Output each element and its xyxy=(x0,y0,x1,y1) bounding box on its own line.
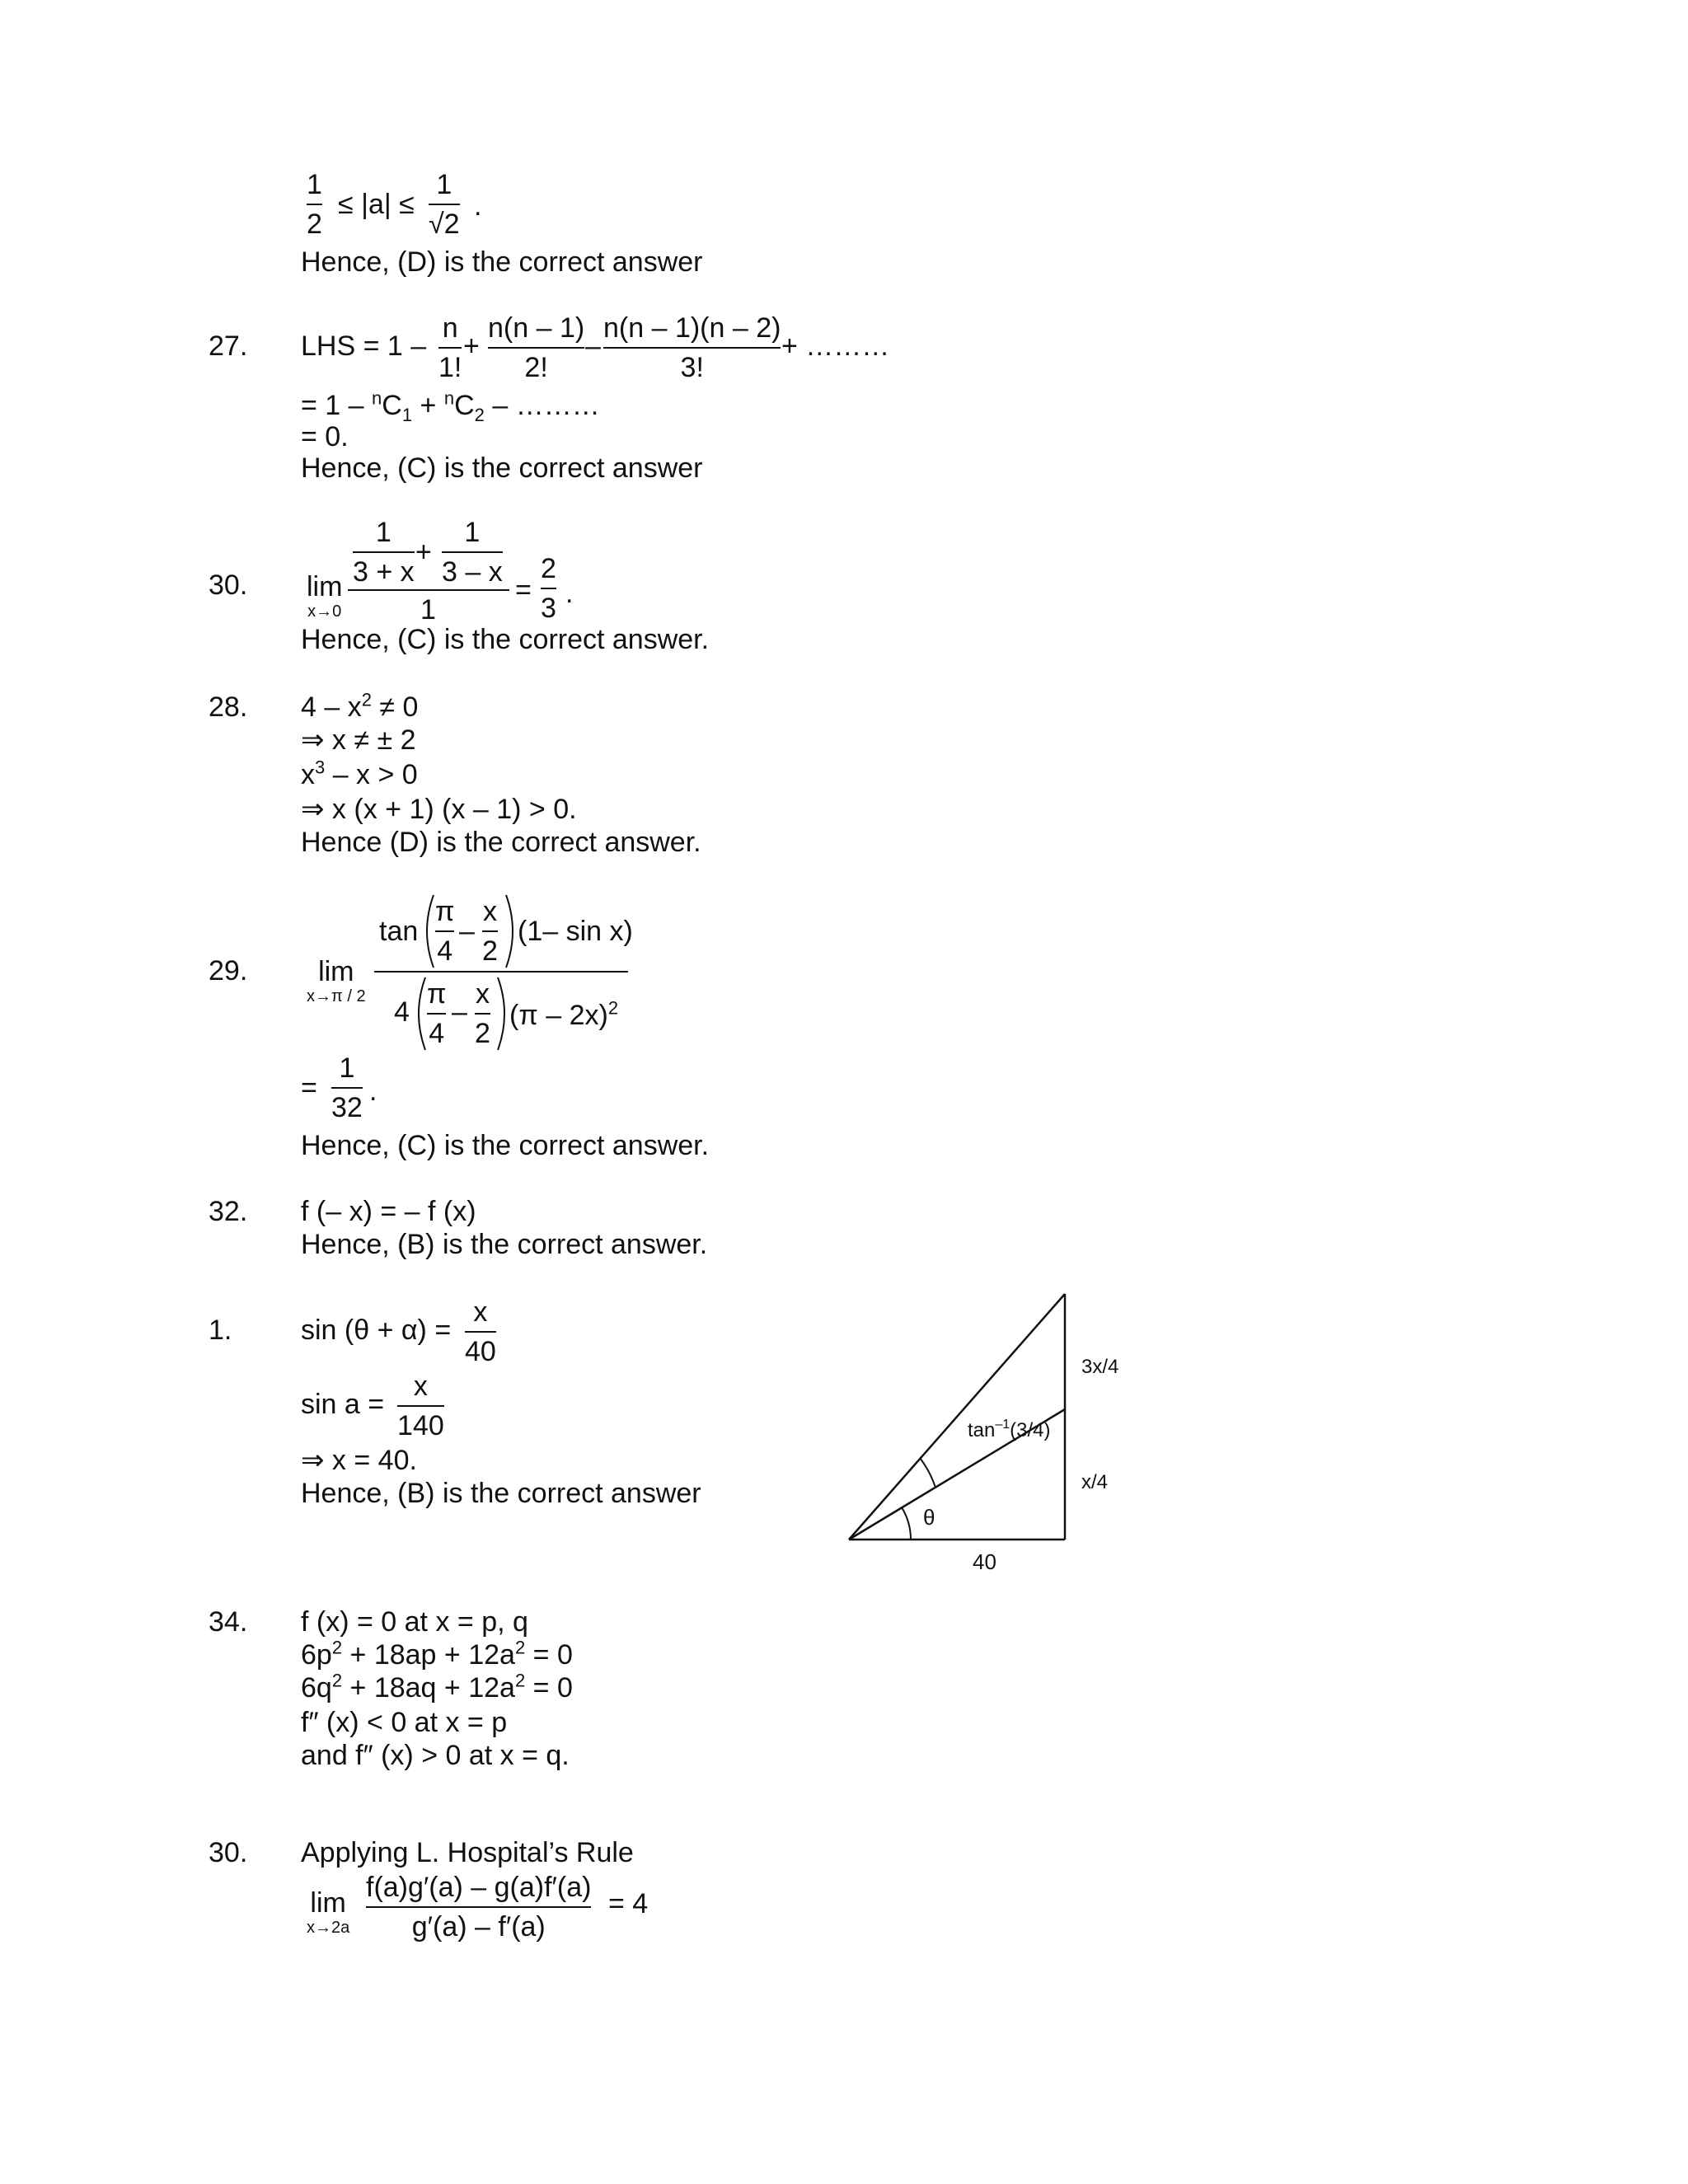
conclusion: Hence, (B) is the correct answer xyxy=(301,1478,701,1509)
equals: = 4 xyxy=(608,1888,649,1919)
limit-operator: lim x→0 xyxy=(307,571,343,621)
tan-function: tan xyxy=(379,916,419,947)
question-number: 30. xyxy=(209,569,248,601)
period: . xyxy=(474,190,482,222)
fraction: n(n – 1)(n – 2) 3! xyxy=(603,312,781,383)
binomial-line: = $1 - ^nC_1 + ^nC_2$ – ……… xyxy=(301,387,600,425)
question-number: 34. xyxy=(209,1606,248,1638)
conclusion: Hence, (C) is the correct answer. xyxy=(301,1130,710,1161)
question-number: 30. xyxy=(209,1837,248,1868)
fraction: x 2 xyxy=(475,978,490,1049)
hypotenuse xyxy=(849,1294,1065,1540)
fraction: n 1! xyxy=(438,312,462,383)
operator: – xyxy=(459,916,475,947)
left-paren xyxy=(419,892,437,971)
conclusion: Hence, (C) is the correct answer xyxy=(301,452,703,484)
side-label-bottom: x/4 xyxy=(1081,1471,1109,1493)
lhs-text: LHS = 1 – xyxy=(301,330,427,362)
equation-line: f (– x) = – f (x) xyxy=(301,1196,476,1227)
denominator-tail: (π – 2x)$^2$ xyxy=(509,997,619,1031)
coefficient: 4 xyxy=(394,996,410,1028)
operator: + xyxy=(463,330,480,362)
operator: + xyxy=(415,537,432,568)
question-number: 1. xyxy=(209,1315,232,1346)
denominator: 1 xyxy=(420,594,436,626)
conclusion: Hence, (D) is the correct answer xyxy=(301,246,703,278)
theta-arc xyxy=(902,1507,911,1540)
equation-line: sin (θ + α) = xyxy=(301,1315,452,1346)
period: . xyxy=(565,578,574,609)
method-line: Applying L. Hospital’s Rule xyxy=(301,1837,634,1868)
side-label-top: 3x/4 xyxy=(1081,1356,1119,1378)
fraction: 1 √2 xyxy=(429,169,460,240)
left-paren xyxy=(410,974,429,1053)
equation-line: $x^3 - x > 0$ xyxy=(301,757,418,790)
fraction: x 140 xyxy=(397,1371,444,1441)
period: . xyxy=(369,1076,377,1107)
equation-line: $6q^2 + 18aq + 12a^2 = 0$ xyxy=(301,1670,573,1704)
fraction: x 2 xyxy=(482,896,498,967)
operator: – xyxy=(585,330,601,362)
fraction: n(n – 1) 2! xyxy=(488,312,585,383)
equation-line: ⇒ x (x + 1) (x – 1) > 0. xyxy=(301,794,577,825)
conclusion: Hence (D) is the correct answer. xyxy=(301,827,701,858)
theta-label: θ xyxy=(923,1505,935,1530)
tan-label: $\tan^{-1}(3/4)$ xyxy=(968,1418,1051,1441)
equals: = xyxy=(515,574,532,606)
question-number: 29. xyxy=(209,955,248,987)
conclusion: Hence, (C) is the correct answer. xyxy=(301,624,710,655)
operator: – xyxy=(452,996,467,1028)
fraction: 2 3 xyxy=(541,553,556,624)
equation-line: $4 - x^2 \ne 0$ xyxy=(301,689,419,723)
triangle-diagram xyxy=(841,1286,1154,1582)
limit-operator: lim x→π / 2 xyxy=(307,956,366,1005)
fraction: 1 32 xyxy=(331,1052,363,1123)
question-number: 28. xyxy=(209,691,248,723)
result-line: = 0. xyxy=(301,421,349,452)
equation-line: sin a = xyxy=(301,1389,385,1420)
equation-line: ⇒ x ≠ ± 2 xyxy=(301,724,416,756)
fraction-bar xyxy=(374,971,628,972)
fraction: 1 2 xyxy=(307,169,322,240)
equation-line: ⇒ x = 40. xyxy=(301,1445,417,1476)
equation-line: f″ (x) < 0 at x = p xyxy=(301,1707,508,1738)
series-tail: + ……… xyxy=(781,330,890,362)
inequality-text: ≤ |a| ≤ xyxy=(338,189,415,220)
numerator-tail: (1– sin x) xyxy=(518,916,633,947)
equation-line: f (x) = 0 at x = p, q xyxy=(301,1606,528,1638)
question-number: 32. xyxy=(209,1196,248,1227)
fraction: f(a)g′(a) – g(a)f′(a) g′(a) – f′(a) xyxy=(366,1872,592,1943)
limit-operator: lim x→2a xyxy=(307,1887,350,1937)
base-label: 40 xyxy=(973,1549,996,1574)
fraction: π 4 xyxy=(427,978,447,1049)
equals: = xyxy=(301,1072,317,1104)
equation-line: $6p^2 + 18ap + 12a^2 = 0$ xyxy=(301,1637,573,1671)
question-number: 27. xyxy=(209,330,248,362)
conclusion: Hence, (B) is the correct answer. xyxy=(301,1229,708,1260)
fraction: π 4 xyxy=(435,896,455,967)
fraction: x 40 xyxy=(465,1296,496,1367)
fraction: 1 3 – x xyxy=(442,517,503,588)
alpha-arc xyxy=(920,1458,935,1488)
fraction: 1 3 + x xyxy=(353,517,415,588)
equation-line: and f″ (x) > 0 at x = q. xyxy=(301,1740,570,1771)
